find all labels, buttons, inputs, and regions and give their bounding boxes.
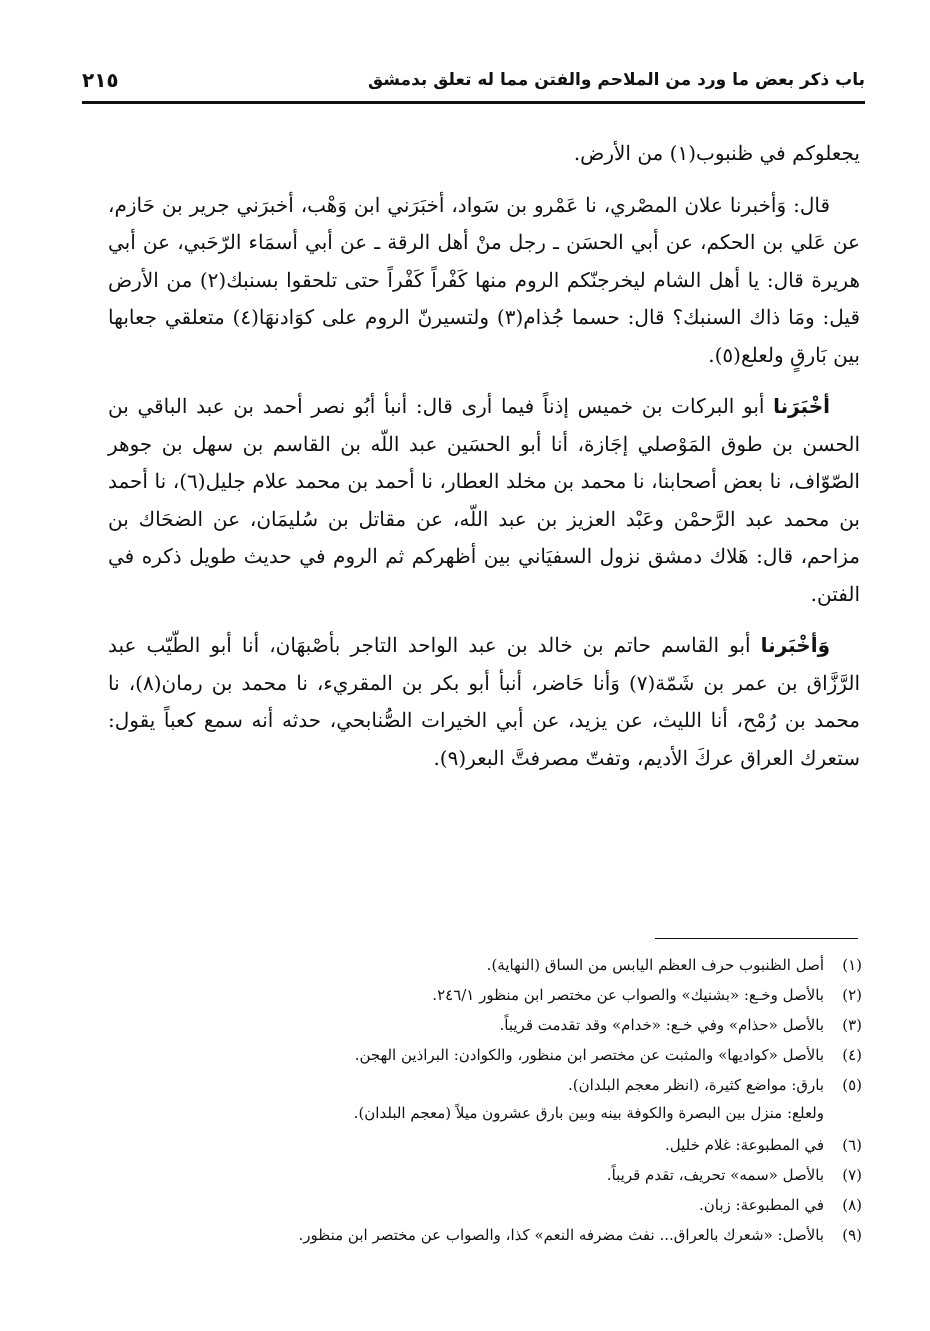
footnote-number: (٦) — [842, 1136, 862, 1154]
paragraph-1: يجعلوكم في ظنبوب(١) من الأرض. — [573, 141, 860, 165]
footnote-text: في المطبوعة: زبان. — [698, 1196, 824, 1214]
footnote-number: (١) — [842, 956, 862, 974]
footnote-text: بارق: مواضع كثيرة، (انظر معجم البلدان). — [568, 1076, 824, 1094]
paragraph-4 — [108, 627, 860, 777]
footnote-number: (٩) — [842, 1226, 862, 1244]
footnote-number: (٤) — [842, 1046, 862, 1064]
running-title: باب ذكر بعض ما ورد من الملاحم والفتن مما له تعلق بدمشق — [367, 70, 865, 90]
footnote-4 — [110, 1042, 862, 1068]
footnote-text: بالأصل «سمه» تحريف، تقدم قريباً. — [606, 1166, 824, 1184]
paragraph-3-lead: أخْبَرَنا — [773, 394, 830, 418]
paragraph-3-text: أبو البركات بن خميس إذناً فيما أرى قال: أنبأ أبُو نصر أحمد بن عبد الباقي بن الحسن بن طوق المَوْصلي إجَازة، أنا أبو الحسَين عبد اللّه بن القاسم بن سهل بن جوهر الصّوّاف، نا بعض أصحابنا، نا محمد بن مخلد العطار، نا أحمد بن محمد علام جليل(٦)، نا أحمد بن محمد عبد الرَّحمْن وعَبْد العزيز بن عبد اللّه، عن مقاتل بن سُليمَان، عن الضحَاك بن مزاحم، قال: هَلاك دمشق نزول السفيَاني بين أظهركم ثم الروم في حديث طويل ذكره في الفتن. — [108, 394, 860, 606]
footnotes — [110, 952, 862, 1252]
footnote-5-continuation: ولعلع: منزل بين البصرة والكوفة بينه وبين بارق عشرون ميلاً (معجم البلدان). — [353, 1104, 824, 1122]
paragraph-3 — [108, 388, 860, 613]
footnote-number: (٨) — [842, 1196, 862, 1214]
footnote-text: أصل الظنبوب حرف العظم اليابس من الساق (النهاية). — [486, 956, 824, 974]
footnote-text: بالأصل وخـع: «بشنيك» والصواب عن مختصر ابن منظور ٢٤٦/١. — [432, 986, 824, 1004]
header-rule — [82, 101, 865, 104]
footnote-number: (٧) — [842, 1166, 862, 1184]
footnote-separator — [655, 938, 858, 939]
footnote-number: (٥) — [842, 1076, 862, 1094]
footnote-9 — [110, 1222, 862, 1248]
paragraph-2: قال: وَأخبرنا علان المصْري، نا عَمْرو بن سَواد، أخبَرَني ابن وَهْب، أخبرَني جرير بن حَازم، عن عَلي بن الحكم، عن أبي الحسَن ـ رجل منْ أهل الرقة ـ عن أبي أسمَاء الرّحَبي، عن أبي هريرة قال: يا أهل الشام ليخرجنّكم الروم منها كَفْراً كَفْراً حتى تلحقوا بسنبك(٢) من الأرض قيل: ومَا ذاك السنبك؟ قال: حسما جُذام(٣) ولتسيرنّ الروم على كوَادنهَا(٤) متعلقي جعابها بين بَارقٍ ولعلع(٥). — [108, 192, 860, 367]
footnote-1 — [110, 952, 862, 978]
footnote-text: بالأصل «كواديها» والمثبت عن مختصر ابن منظور، والكوادن: البراذين الهجن. — [354, 1046, 824, 1064]
footnote-number: (٣) — [842, 1016, 862, 1034]
page-number: ٢١٥ — [82, 68, 119, 92]
footnote-5 — [110, 1072, 862, 1098]
footnote-number: (٢) — [842, 986, 862, 1004]
footnote-text: في المطبوعة: غلام خليل. — [665, 1136, 824, 1154]
footnote-text: بالأصل «حذام» وفي خـع: «خدام» وقد تقدمت قريباً. — [499, 1016, 824, 1034]
paragraph-4-lead: وَأخْبَرنا — [760, 633, 830, 657]
footnote-8 — [110, 1192, 862, 1218]
footnote-6 — [110, 1132, 862, 1158]
paragraph-4-text: أبو القاسم حاتم بن خالد بن عبد الواحد التاجر بأصْبهَان، أنا أبو الطّيّب عبد الرَّزَّاق بن عمر بن شَمّة(٧) وَأنا حَاضر، أنبأ أبو بكر بن المقريء، نا محمد بن رمان(٨)، نا محمد بن رُمْح، أنا الليث، عن يزيد، عن أبي الخيرات الصُّنابحي، حدثه أنه سمع كعباً يقول: ستعرك العراق عركَ الأديم، وتفتّ مصرفتَّ البعر(٩). — [108, 633, 860, 770]
footnote-3 — [110, 1012, 862, 1038]
footnote-7 — [110, 1162, 862, 1188]
footnote-text: بالأصل: «شعرك بالعراق... نفث مضرفه النعم» كذا، والصواب عن مختصر ابن منظور. — [298, 1226, 824, 1244]
page-header — [82, 62, 865, 102]
main-text — [108, 135, 860, 791]
footnote-2 — [110, 982, 862, 1008]
